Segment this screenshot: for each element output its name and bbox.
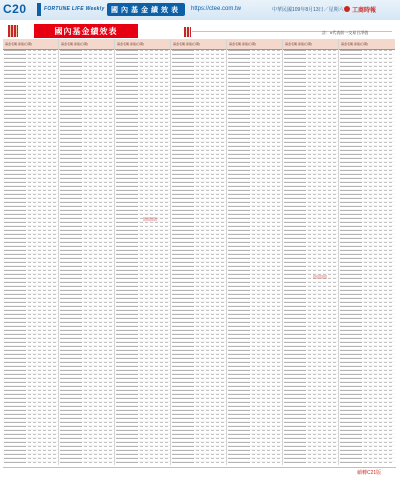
table-rows	[339, 50, 395, 465]
page-title	[34, 24, 138, 38]
brand-logo: 工商時報	[352, 8, 377, 14]
page-number: C20	[3, 2, 27, 16]
table-rows	[227, 50, 283, 465]
table-rows	[3, 50, 59, 465]
column-header: 基金名稱 淨值(日期)	[171, 39, 226, 50]
section-tab-label: 國內基金績效表	[111, 7, 181, 14]
table-note: 註：#代表前一交易日淨值	[322, 30, 369, 35]
section-tab[interactable]	[107, 3, 185, 16]
table-column	[283, 39, 339, 465]
fund-performance-table	[3, 39, 396, 465]
table-rows	[115, 50, 171, 465]
table-rows	[171, 50, 227, 465]
publication-name: FORTUNE LIFE Weekly	[44, 6, 105, 12]
column-header: 基金名稱 淨值(日期)	[283, 39, 338, 50]
page-title-text: 國內基金績效表	[54, 27, 118, 36]
table-rows	[283, 50, 339, 465]
table-rows	[59, 50, 115, 465]
continued-label: 續轉C21版	[357, 470, 382, 476]
title-stripe-icon	[8, 25, 18, 37]
title-stripe-decoration	[184, 27, 191, 37]
column-header: 基金名稱 淨值(日期)	[115, 39, 170, 50]
site-url-link[interactable]: https://ctee.com.tw	[191, 6, 242, 12]
masthead-divider	[37, 3, 41, 16]
column-header: 基金名稱 淨值(日期)	[3, 39, 58, 50]
table-column	[227, 39, 283, 465]
table-column	[3, 39, 59, 465]
table-column	[59, 39, 115, 465]
brand-logo-icon	[344, 6, 350, 12]
table-column	[339, 39, 395, 465]
highlighted-cell	[143, 217, 157, 221]
table-column	[171, 39, 227, 465]
column-header: 基金名稱 淨值(日期)	[59, 39, 114, 50]
column-header: 基金名稱 淨值(日期)	[227, 39, 282, 50]
highlighted-cell	[313, 275, 327, 279]
column-header: 基金名稱 淨值(日期)	[339, 39, 395, 50]
issue-date: 中華民國109年8月13日／星期六	[272, 7, 344, 13]
footer-divider	[3, 467, 396, 468]
table-column	[115, 39, 171, 465]
